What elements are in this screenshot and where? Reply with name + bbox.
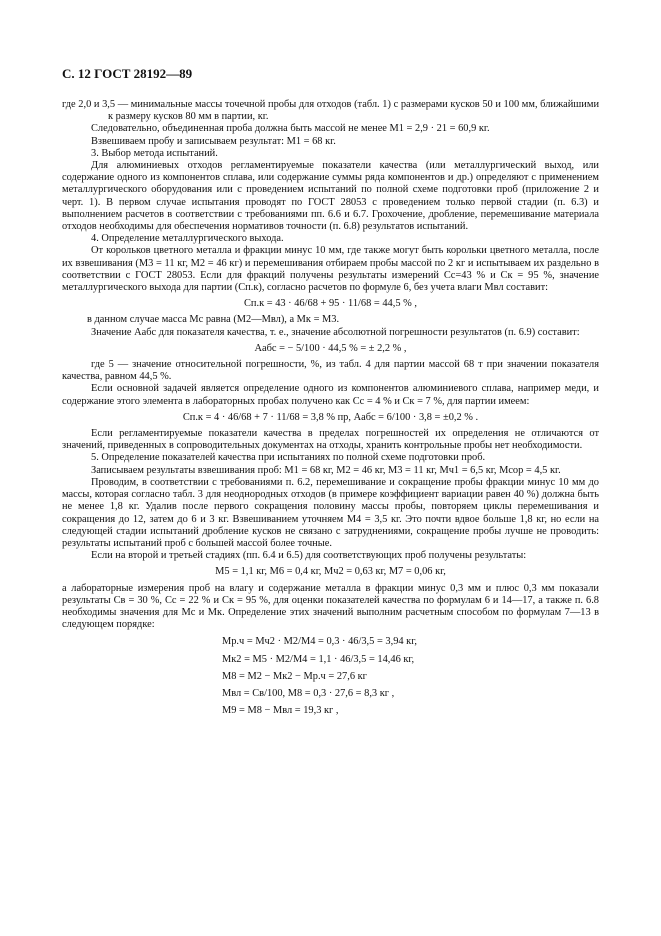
paragraph: Записываем результаты взвешивания проб: M1 = 68 кг, M2 = 46 кг, M3 = 11 кг, Mч1 = 6,5 кг, Mсор = 4,5 кг. bbox=[91, 464, 561, 476]
formula: Mр.ч = Mч2 · M2/M4 = 0,3 · 46/3,5 = 3,94 кг, bbox=[222, 636, 417, 648]
formula: Mк2 = M5 · M2/M4 = 1,1 · 46/3,5 = 14,46 кг, bbox=[222, 653, 415, 665]
paragraph: где 5 — значение относительной погрешности, %, из табл. 4 для партии массой 68 т при значении показателя качества, равном 44,5 %. bbox=[62, 359, 599, 383]
section-heading: 4. Определение металлургического выхода. bbox=[91, 233, 284, 245]
paragraph: где 2,0 и 3,5 — минимальные массы точечной пробы для отходов (табл. 1) с размерами кусков 50 и 100 мм, ближайшими к размеру кусков 80 мм в партии, кг. bbox=[62, 99, 599, 123]
paragraph: Проводим, в соответствии с требованиями п. 6.2, перемешивание и сокращение пробы фракции минус 10 мм до массы, которая согласно табл. 3 для неоднородных отходов (в примере коэффициент вариации равен 40 %) должна быть не менее 1,8 кг. Удалив после первого сокращения половину массы пробы, повторяем циклы перемешивания и сокращения до 12, затем до 6 и 3 кг. Взвешиванием уточняем M4 = 3,5 кг. Это почти вдвое больше 1,8 кг, но если на следующей стадии испытаний дробление кусков не связано с затруднениями, сокращение пробы лучше не проводить: результаты испытаний проб с большей массой более точные. bbox=[62, 476, 599, 549]
paragraph: в данном случае масса Mс равна (M2—Mвл), а Mк = M3. bbox=[87, 314, 340, 326]
formula: Mвл = Cв/100, M8 = 0,3 · 27,6 = 8,3 кг , bbox=[222, 687, 395, 699]
formula: Aабс = − 5/100 · 44,5 % = ± 2,2 % , bbox=[254, 342, 407, 354]
paragraph: Взвешиваем пробу и записываем результат: M1 = 68 кг. bbox=[91, 135, 336, 147]
document-body bbox=[62, 99, 599, 722]
paragraph: От корольков цветного металла и фракции минус 10 мм, где также могут быть корольки цветного металла, после их взвешивания (M3 = 11 кг, M2 = 46 кг) и перемешивания отбираем пробы массой по 2 кг и испытываем их раздельно в соответствии с ГОСТ 28053. Если для фракций получены результаты измерений Cс=43 % и Cк = 95 %, значение металлургического выхода для партии (Cп.к), согласно расчетов по формуле 6, без учета влаги Mвл составит: bbox=[62, 245, 599, 294]
formula: Cп.к = 43 · 46/68 + 95 · 11/68 = 44,5 % , bbox=[244, 298, 417, 310]
paragraph: Если основной задачей является определение одного из компонентов алюминиевого сплава, например меди, и содержание этого элемента в лабораторных пробах получено как Cс = 4 % и Cк = 7 %, для партии имеем: bbox=[62, 383, 599, 407]
formula: Cп.к = 4 · 46/68 + 7 · 11/68 = 3,8 % пр, Aабс = 6/100 · 3,8 = ±0,2 % . bbox=[182, 411, 479, 423]
section-heading: 3. Выбор метода испытаний. bbox=[91, 147, 218, 159]
paragraph: Значение Aабс для показателя качества, т. е., значение абсолютной погрешности результатов (п. 6.9) составит: bbox=[91, 326, 580, 338]
formula: M9 = M8 − Mвл = 19,3 кг , bbox=[222, 705, 339, 717]
paragraph: Для алюминиевых отходов регламентируемые показатели качества (или металлургический выход, или содержание одного из компонентов сплава, или содержание суммы ряда компонентов и др.) определяют с применением металлургического оборудования или с проведением испытаний по полной схеме подготовки проб (приложение 2 и черт. 1). В первом случае испытания проводят по ГОСТ 28053 с проведением только первой стадии (п. 6.3) и выполнением расчетов в соответствии с требованиями пп. 6.6 и 6.7. Грохочение, дробление, перемешивание материала отходов необходимы для обеспечения нормативов точности (п. 6.8) результатов испытаний. bbox=[62, 160, 599, 233]
paragraph: а лабораторные измерения проб на влагу и содержание металла в фракции минус 0,3 мм и плюс 0,3 мм показали результаты Cв = 30 %, Cс = 22 % и Cк = 95 %, для оценки показателей качества по формулам 6 и 14—17, а также п. 6.8 необходимы значения для Mс и Mк. Определение этих значений выполним расчетным способом по формулам 7—13 в следующем порядке: bbox=[62, 582, 599, 631]
formula: M8 = M2 − Mк2 − Mр.ч = 27,6 кг bbox=[222, 670, 367, 682]
paragraph: Следовательно, объединенная проба должна быть массой не менее M1 = 2,9 · 21 = 60,9 кг. bbox=[91, 123, 490, 135]
paragraph: Если на второй и третьей стадиях (пп. 6.4 и 6.5) для соответствующих проб получены результаты: bbox=[91, 550, 527, 562]
formula: M5 = 1,1 кг, M6 = 0,4 кг, Mч2 = 0,63 кг, M7 = 0,06 кг, bbox=[215, 566, 446, 578]
section-heading: 5. Определение показателей качества при испытаниях по полной схеме подготовки проб. bbox=[91, 452, 486, 464]
page-header: С. 12 ГОСТ 28192—89 bbox=[62, 66, 193, 81]
paragraph: Если регламентируемые показатели качества в пределах погрешностей их определения не отличаются от значений, приведенных в сопроводительных документах на отходы, хранить контрольные пробы нет необходимости. bbox=[62, 428, 599, 452]
